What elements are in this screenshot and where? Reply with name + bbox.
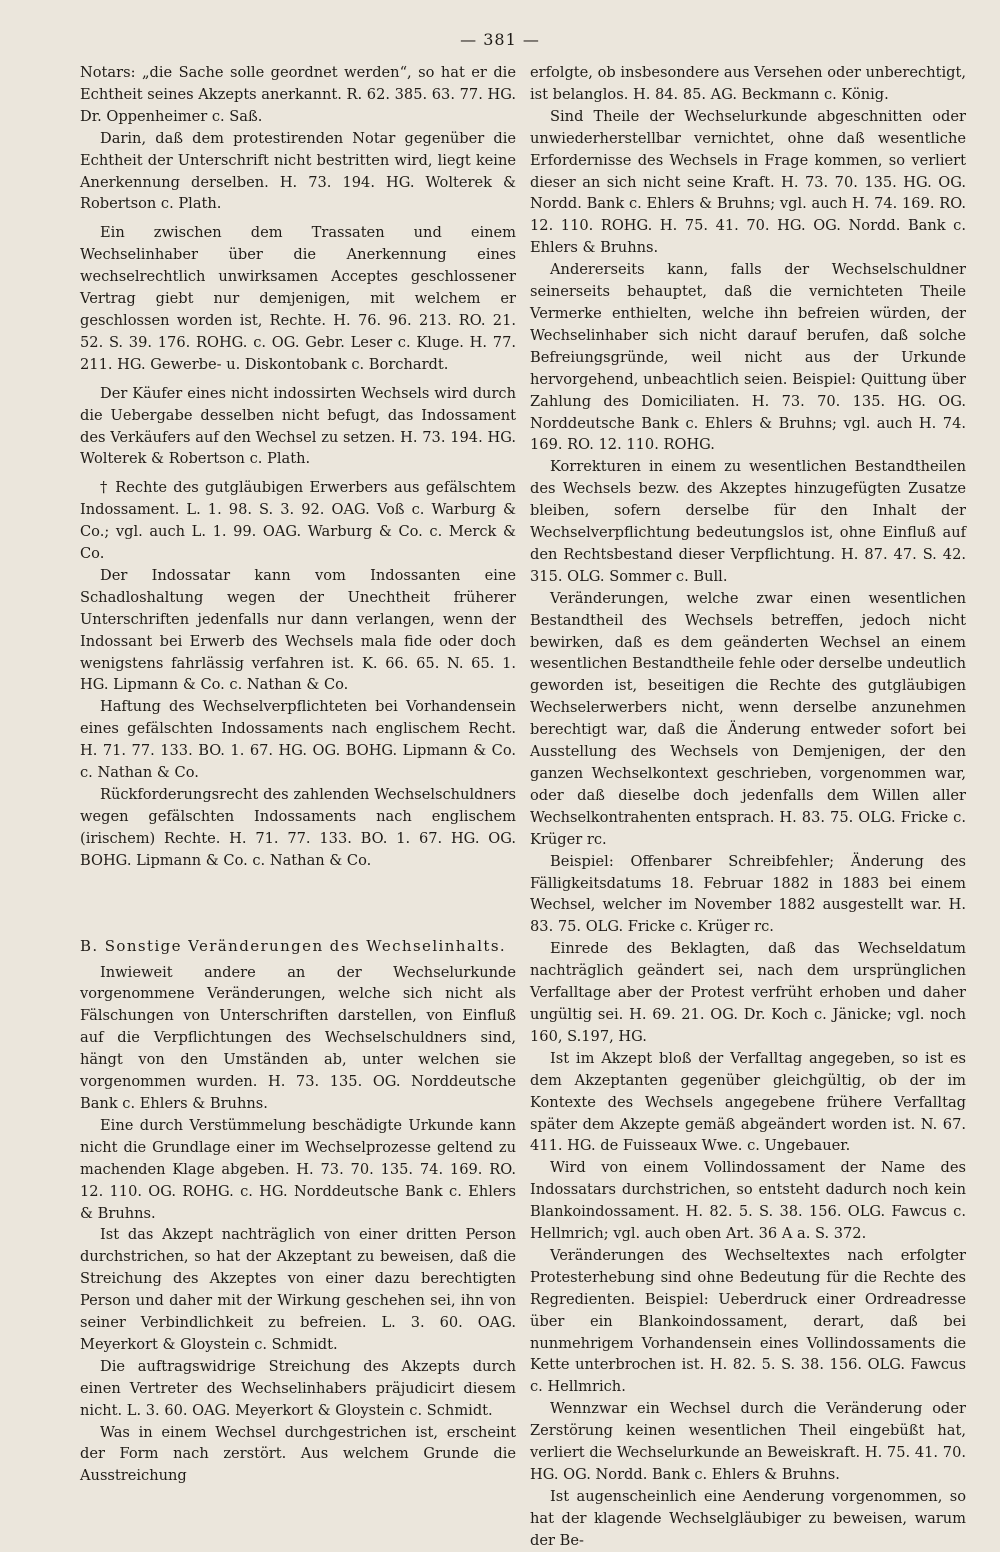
paragraph: Wird von einem Vollindossament der Name des Indossatars durchstrichen, so entsteht dadurch noch kein Blankoindossament. H. 82. 5. S. 38. 156. OLG. Fawcus c. Hellmrich; vgl. auch oben Art. 36 A a. S. 372. (530, 1159, 966, 1243)
paragraph: Sind Theile der Wechselurkunde abgeschnitten oder unwiederherstellbar vernichtet, ohne daß wesentliche Erfordernisse des Wechsels in Frage kommen, so verliert dieser an sich nicht seine Kraft. H. 73. 70. 135. HG. OG. Nordd. Bank c. Ehlers & Bruhns; vgl. auch H. 74. 169. RO. 12. 110. ROHG. H. 75. 41. 70. HG. OG. Nordd. Bank c. Ehlers & Bruhns. (530, 107, 966, 257)
paragraph: Darin, daß dem protestirenden Notar gegenüber die Echtheit der Unterschrift nicht bestritten wird, liegt keine Anerkennung derselben. H. 73. 194. HG. Wolterek & Robertson c. Plath. (80, 129, 516, 213)
left-column (80, 62, 516, 1487)
paragraph: erfolgte, ob insbesondere aus Versehen oder unberechtigt, ist belanglos. H. 84. 85. AG. Beckmann c. König. (530, 64, 966, 103)
paragraph: † Rechte des gutgläubigen Erwerbers aus gefälschtem Indossament. L. 1. 98. S. 3. 92. OAG. Voß c. Warburg & Co.; vgl. auch L. 1. 99. OAG. Warburg & Co. c. Merck & Co. (80, 479, 516, 563)
paragraph: Korrekturen in einem zu wesentlichen Bestandtheilen des Wechsels bezw. des Akzeptes hinzugefügten Zusatze bleiben, sofern derselbe für den Inhalt der Wechselverpflichtung bedeutungslos ist, ohne Einfluß auf den Rechtsbestand dieser Verpflichtung. H. 87. 47. S. 42. 315. OLG. Sommer c. Bull. (530, 458, 966, 585)
paragraph: Veränderungen des Wechseltextes nach erfolgter Protesterhebung sind ohne Bedeutung für die Rechte des Regredienten. Beispiel: Ueberdruck einer Ordreadresse über ein Blankoindossament, derart, daß bei nunmehrigem Vorhandensein eines Vollindossaments die Kette unterbrochen ist. H. 82. 5. S. 38. 156. OLG. Fawcus c. Hellmrich. (530, 1246, 966, 1396)
paragraph: Andererseits kann, falls der Wechselschuldner seinerseits behauptet, daß die vernichteten Theile Vermerke enthielten, welche ihn befreien würden, der Wechselinhaber sich nicht darauf berufen, daß solche Befreiungsgründe, weil nicht aus der Urkunde hervorgehend, unbeachtlich seien. Beispiel: Quittung über Zahlung des Domiciliaten. H. 73. 70. 135. HG. OG. Norddeutsche Bank c. Ehlers & Bruhns; vgl. auch H. 74. 169. RO. 12. 110. ROHG. (530, 261, 966, 454)
paragraph: Die auftragswidrige Streichung des Akzepts durch einen Vertreter des Wechselinhabers präjudicirt diesem nicht. L. 3. 60. OAG. Meyerkort & Gloystein c. Schmidt. (80, 1357, 516, 1419)
page-number: — 381 — (460, 30, 540, 49)
paragraph: Haftung des Wechselverpflichteten bei Vorhandensein eines gefälschten Indossaments nach englischem Recht. H. 71. 77. 133. BO. 1. 67. HG. OG. BOHG. Lipmann & Co. c. Nathan & Co. (80, 698, 516, 782)
right-column (530, 62, 966, 1552)
paragraph: Ein zwischen dem Trassaten und einem Wechselinhaber über die Anerkennung eines wechselrechtlich unwirksamen Acceptes geschlossener Vertrag giebt nur demjenigen, mit welchem er geschlossen worden ist, Rechte. H. 76. 96. 213. RO. 21. 52. S. 39. 176. ROHG. c. OG. Gebr. Leser c. Kluge. H. 77. 211. HG. Gewerbe- u. Diskontobank c. Borchardt. (80, 224, 516, 373)
paragraph: Veränderungen, welche zwar einen wesentlichen Bestandtheil des Wechsels betreffen, jedoch nicht bewirken, daß es dem geänderten Wechsel an einem wesentlichen Bestandtheile fehle oder derselbe undeutlich geworden ist, beseitigen die Rechte des gutgläubigen Wechselerwerbers nicht, wenn derselbe anzunehmen berechtigt war, daß die Änderung entweder sofort bei Ausstellung des Wechsels von Demjenigen, der den ganzen Wechselkontext geschrieben, vorgenommen war, oder daß dieselbe doch jedenfalls dem Willen aller Wechselkontrahenten entsprach. H. 83. 75. OLG. Fricke c. Krüger rc. (530, 589, 966, 848)
paragraph: Rückforderungsrecht des zahlenden Wechselschuldners wegen gefälschten Indossaments nach englischem (irischem) Rechte. H. 71. 77. 133. BO. 1. 67. HG. OG. BOHG. Lipmann & Co. c. Nathan & Co. (80, 786, 516, 869)
paragraph: Ist das Akzept nachträglich von einer dritten Person durchstrichen, so hat der Akzeptant zu beweisen, daß die Streichung des Akzeptes von einer dazu berechtigten Person und daher mit der Wirkung geschehen sei, ihn von seiner Verbindlichkeit zu befreien. L. 3. 60. OAG. Meyerkort & Gloystein c. Schmidt. (80, 1226, 516, 1353)
paragraph: Notars: „die Sache solle geordnet werden“, so hat er die Echtheit seines Akzepts anerkannt. R. 62. 385. 63. 77. HG. Dr. Oppenheimer c. Saß. (80, 64, 516, 125)
section-heading: B. Sonstige Veränderungen des Wechselinhalts. (80, 936, 507, 955)
paragraph: Eine durch Verstümmelung beschädigte Urkunde kann nicht die Grundlage einer im Wechselprozesse geltend zu machenden Klage abgeben. H. 73. 70. 135. 74. 169. RO. 12. 110. OG. ROHG. c. HG. Norddeutsche Bank c. Ehlers & Bruhns. (80, 1116, 516, 1222)
paragraph: Der Indossatar kann vom Indossanten eine Schadloshaltung wegen der Unechtheit früherer Unterschriften jedenfalls nur dann verlangen, wenn der Indossant bei Erwerb des Wechsels mala fide oder doch wenigstens fahrlässig verfahren ist. K. 66. 65. N. 65. 1. HG. Lipmann & Co. c. Nathan & Co. (80, 566, 516, 694)
paragraph: Ist augenscheinlich eine Aenderung vorgenommen, so hat der klagende Wechselgläubiger zu beweisen, warum der Be- (530, 1487, 966, 1549)
paragraph: Wennzwar ein Wechsel durch die Veränderung oder Zerstörung keinen wesentlichen Theil eingebüßt hat, verliert die Wechselurkunde an Beweiskraft. H. 75. 41. 70. HG. OG. Nordd. Bank c. Ehlers & Bruhns. (530, 1400, 966, 1483)
paragraph: Beispiel: Offenbarer Schreibfehler; Änderung des Fälligkeitsdatums 18. Februar 1882 in 1883 bei einem Wechsel, welcher im November 1882 ausgestellt war. H. 83. 75. OLG. Fricke c. Krüger rc. (530, 852, 966, 936)
paragraph: Der Käufer eines nicht indossirten Wechsels wird durch die Uebergabe desselben nicht befugt, das Indossament des Verkäufers auf den Wechsel zu setzen. H. 73. 194. HG. Wolterek & Robertson c. Plath. (80, 384, 516, 468)
paragraph: Was in einem Wechsel durchgestrichen ist, erscheint der Form nach zerstört. Aus welchem Grunde die Ausstreichung (80, 1423, 516, 1485)
paragraph: Ist im Akzept bloß der Verfalltag angegeben, so ist es dem Akzeptanten gegenüber gleichgültig, ob der im Kontexte des Wechsels angegebene frühere Verfalltag später dem Akzepte gemäß abgeändert worden ist. N. 67. 411. HG. de Fuisseaux Wwe. c. Ungebauer. (530, 1049, 966, 1155)
paragraph: Inwieweit andere an der Wechselurkunde vorgenommene Veränderungen, welche sich nicht als Fälschungen von Unterschriften darstellen, von Einfluß auf die Verpflichtungen des Wechselschuldners sind, hängt von den Umständen ab, unter welchen sie vorgenommen wurden. H. 73. 135. OG. Norddeutsche Bank c. Ehlers & Bruhns. (80, 963, 516, 1112)
paragraph: Einrede des Beklagten, daß das Wechseldatum nachträglich geändert sei, nach dem ursprünglichen Verfalltage aber der Protest verfrüht erhoben und daher ungültig sei. H. 69. 21. OG. Dr. Koch c. Jänicke; vgl. noch 160, S.197, HG. (530, 940, 966, 1045)
